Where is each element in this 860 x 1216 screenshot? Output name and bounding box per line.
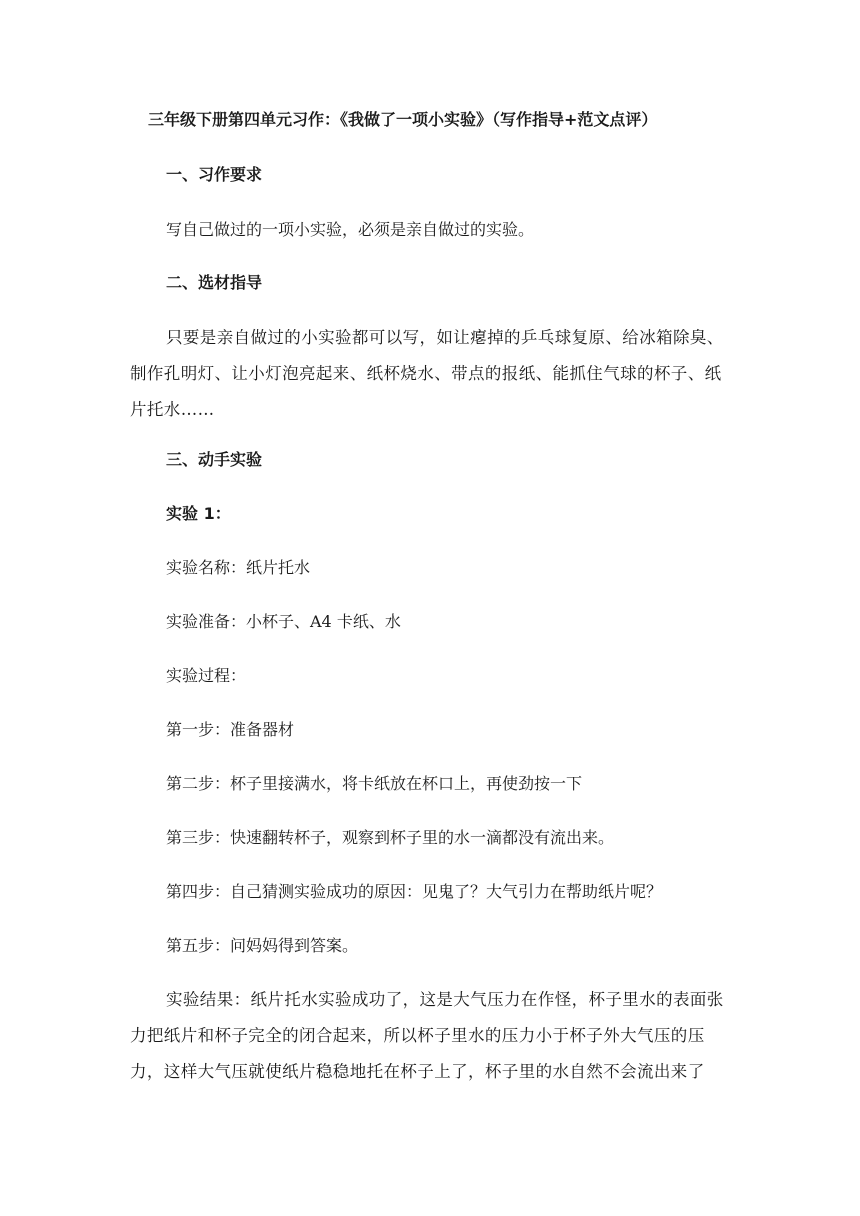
- document-title: 三年级下册第四单元习作：《我做了一项小实验》（写作指导+范文点评）: [148, 110, 658, 129]
- experiment-step: 第三步：快速翻转杯子，观察到杯子里的水一滴都没有流出来。: [166, 828, 615, 847]
- experiment-label: 实验 1：: [166, 504, 231, 523]
- experiment-name: 实验名称：纸片托水: [166, 558, 311, 577]
- section-heading-requirements: 一、习作要求: [166, 165, 263, 184]
- experiment-step: 第四步：自己猜测实验成功的原因：见鬼了？大气引力在帮助纸片呢？: [166, 882, 663, 901]
- experiment-step: 第一步：准备器材: [166, 720, 295, 739]
- material-guide-paragraph: 只要是亲自做过的小实验都可以写，如让瘪掉的乒乓球复原、给冰箱除臭、制作孔明灯、让小灯泡亮起来、纸杯烧水、带点的报纸、能抓住气球的杯子、纸片托水……: [130, 328, 724, 419]
- section-heading-material-guide: 二、选材指导: [166, 273, 263, 292]
- experiment-prep: 实验准备：小杯子、A4 卡纸、水: [166, 612, 401, 631]
- section-heading-hands-on: 三、动手实验: [166, 450, 263, 469]
- experiment-step: 第五步：问妈妈得到答案。: [166, 936, 359, 955]
- experiment-step: 第二步：杯子里接满水，将卡纸放在杯口上，再使劲按一下: [166, 774, 583, 793]
- requirements-text: 写自己做过的一项小实验，必须是亲自做过的实验。: [166, 220, 535, 239]
- experiment-result-paragraph: 实验结果：纸片托水实验成功了，这是大气压力在作怪，杯子里水的表面张力把纸片和杯子完全的闭合起来，所以杯子里水的压力小于杯子外大气压的压力，这样大气压就使纸片稳稳地托在杯子上了，杯子里的水自然不会流出来了: [130, 990, 724, 1081]
- experiment-process-label: 实验过程：: [166, 666, 247, 685]
